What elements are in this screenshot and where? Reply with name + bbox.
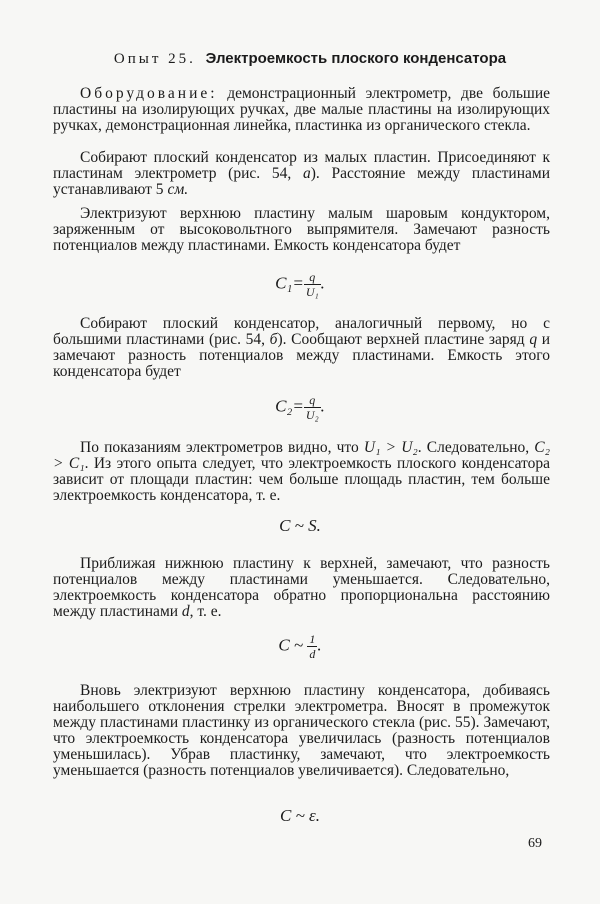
electrify-paragraph: Электризуют верхнюю пластину малым шаровым кондуктором, заряженным от высоковольтного выпрямителя. Замечают разность потенциалов между пластинами. Емкость конденсатора будет bbox=[53, 205, 550, 254]
experiment-title: Электроемкость плоского конденсатора bbox=[205, 50, 507, 67]
unit-cm: см. bbox=[167, 181, 189, 198]
distance-paragraph: Приближая нижнюю пластину к верхней, замечают, что разность потенциалов между пластинами уменьшается. Следовательно, электроемкость конденсатора обратно пропорциональна расстоянию между пластинами d, т. е. bbox=[53, 555, 550, 620]
large-plates-paragraph: Собирают плоский конденсатор, аналогичный первому, но с большими пластинами (рис. 54, б). Сообщают верхней пластине заряд q и замечают разность потенциалов между пластинами. Емкость этого конденсатора будет bbox=[53, 315, 551, 380]
inequality-c: C₂ > C₁ bbox=[53, 439, 551, 472]
experiment-heading bbox=[60, 50, 560, 68]
comparison-paragraph: По показаниям электрометров видно, что U₁ > U₂. Следовательно, C₂ > C₁. Из этого опыта следует, что электроемкость плоского конденсатора зависит от площади пластин: чем больше площадь пластин, тем больше электроемкость конденсатора, т. е. bbox=[53, 439, 551, 504]
equipment-text: демонстрационный электрометр, две большие пластины на изолирующих ручках, две малые пластины на изолирующих ручках, демонстрационная линейка, пластинка из органического стекла. bbox=[53, 85, 551, 134]
equipment-label: Оборудование: bbox=[80, 85, 218, 102]
fig-ref-b: б bbox=[269, 331, 278, 348]
experiment-number: Опыт 25. bbox=[113, 51, 196, 67]
equipment-paragraph bbox=[53, 86, 550, 134]
assembly-paragraph: Собирают плоский конденсатор из малых пластин. Присоединяют к пластинам электрометр (рис. 54, а). Расстояние между пластинами устанавливают 5 см. bbox=[53, 149, 551, 198]
formula-c1: C₁= $\frac{q}{\text{U₁}}$ . bbox=[275, 270, 325, 299]
fig-ref-a: а bbox=[302, 165, 311, 182]
formula-c2: C₂= $\frac{q}{\text{U₂}}$ . bbox=[275, 393, 325, 422]
dielectric-paragraph: Вновь электризуют верхнюю пластину конденсатора, добиваясь наибольшего отклонения стрелки электрометра. Вносят в промежуток между пластинами пластинку из органического стекла (рис. 55). Замечают, что электроемкость конденсатора увеличилась (разность потенциалов уменьшилась). Убрав пластинку, замечают, что электроемкость уменьшается (разность потенциалов увеличивается). Следовательно, bbox=[53, 682, 550, 779]
page-number: 69 bbox=[528, 836, 542, 851]
inequality-u: U₁ > U₂ bbox=[363, 439, 418, 456]
formula-c-s: C ~ S. bbox=[279, 516, 321, 535]
formula-c-epsilon: C ~ ε. bbox=[280, 806, 320, 825]
formula-c-1-over-d: C ~ $\frac{1}{d}$ . bbox=[278, 632, 322, 661]
